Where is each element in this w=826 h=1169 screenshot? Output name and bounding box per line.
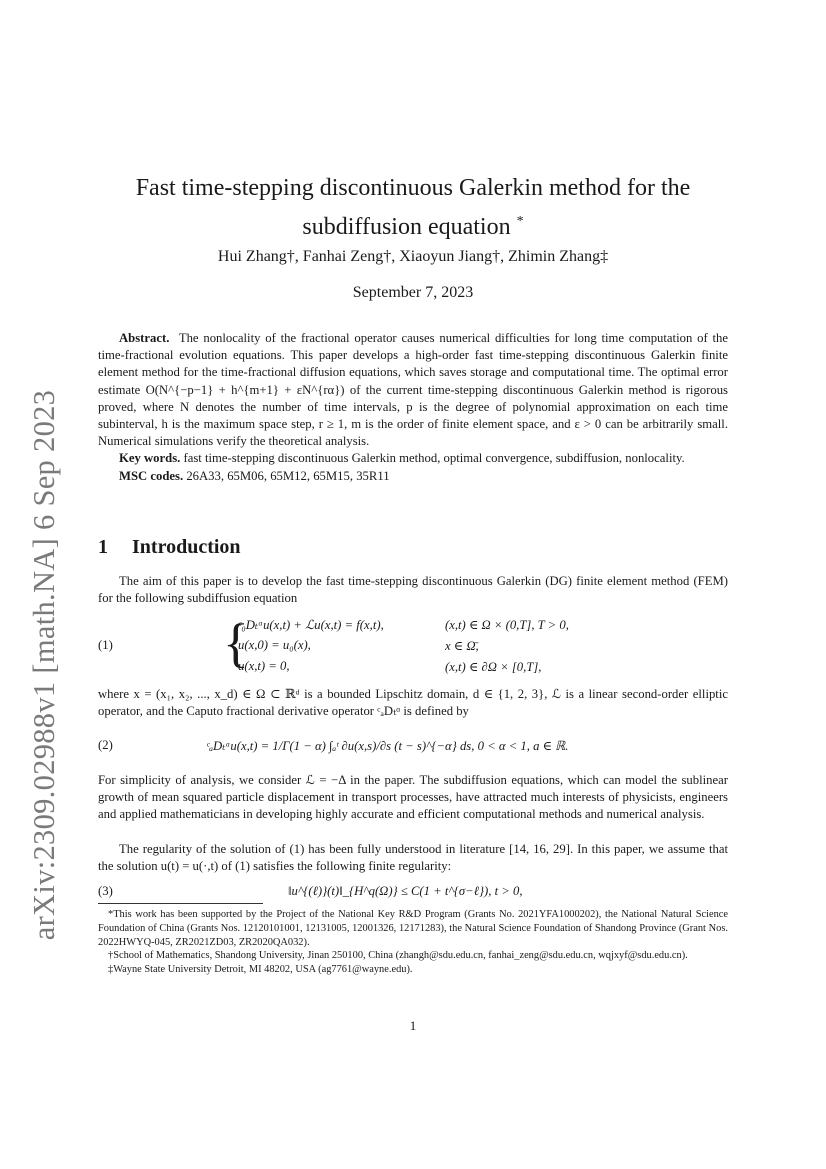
equation-2-body: ᶜₐDₜᵅu(x,t) = 1/Γ(1 − α) ∫ₐᵗ ∂u(x,s)/∂s (t − s)^{−α} ds, 0 < α < 1, a ∈ ℝ. [206, 739, 569, 753]
title-footnote-mark: * [516, 214, 524, 229]
equation-3-body: ‖u^{(ℓ)}(t)‖_{H^q(Ω)} ≤ C(1 + t^{σ−ℓ}), t > 0, [288, 884, 523, 898]
equation-3-label: (3) [98, 884, 113, 898]
arxiv-sidebar-stamp: arXiv:2309.02988v1 [math.NA] 6 Sep 2023 [27, 389, 61, 941]
page-number: 1 [409, 1018, 417, 1033]
equation-1-line-3-rhs: (x,t) ∈ ∂Ω × [0,T], [445, 660, 542, 674]
footnote-funding: *This work has been supported by the Project of the National Key R&D Program (Grants No. 2021YFA1000202), the National Natural Science Foundation of China (Grants Nos. 12120101001, 12131005, 12001326, 12171283), the Natural Science Foundation of Shandong Province (Grant Nos. 2022HWYQ-045, ZR2021ZD03, ZR2020QA032). [98, 909, 728, 948]
equation-1-line-3-lhs: u(x,t) = 0, [238, 659, 290, 673]
equation-1-brace: { [223, 613, 249, 673]
footnote-rule [98, 903, 263, 904]
section-title: Introduction [132, 536, 241, 558]
equation-1 [98, 613, 728, 676]
equation-3 [98, 884, 728, 902]
publication-date: September 7, 2023 [352, 284, 474, 301]
msc-label: MSC codes. [119, 468, 184, 483]
msc-codes: 26A33, 65M06, 65M12, 65M15, 35R11 [186, 468, 390, 483]
abstract-label: Abstract. [119, 331, 170, 345]
keywords-text: fast time-stepping discontinuous Galerkin method, optimal convergence, subdiffusion, nonlocality. [183, 451, 685, 466]
intro-paragraph-1: The aim of this paper is to develop the fast time-stepping discontinuous Galerkin (DG) finite element method (FEM) for the following subdiffusion equation [98, 574, 728, 606]
equation-1-line-1-lhs: ᶜ₀Dₜᵅu(x,t) + ℒu(x,t) = f(x,t), [238, 618, 384, 632]
intro-paragraph-4: The regularity of the solution of (1) has been fully understood in literature [14, 16, 29]. In this paper, we assume that the solution u(t) = u(·,t) of (1) satisfies the following finite regularity: [98, 842, 728, 874]
keywords-label: Key words. [119, 451, 181, 466]
section-heading [98, 536, 241, 559]
title-line-2: subdiffusion equation [302, 214, 511, 240]
paper-title [100, 172, 726, 244]
equation-2 [98, 738, 728, 762]
section-number: 1 [98, 536, 108, 558]
footnotes [98, 908, 728, 977]
author-list: Hui Zhang†, Fanhai Zeng†, Xiaoyun Jiang†, Zhimin Zhang‡ [217, 248, 609, 265]
title-line-1: Fast time-stepping discontinuous Galerkin method for the [135, 175, 691, 201]
equation-1-line-2-rhs: x ∈ Ω̄, [445, 639, 479, 653]
footnote-wayne-affiliation: ‡Wayne State University Detroit, MI 48202, USA (ag7761@wayne.edu). [108, 964, 413, 976]
footnote-sdu-affiliation: †School of Mathematics, Shandong University, Jinan 250100, China (zhangh@sdu.edu.cn, fanhai_zeng@sdu.edu.cn, wqjxyf@sdu.edu.cn). [108, 950, 688, 962]
abstract-text: The nonlocality of the fractional operator causes numerical difficulties for long time computation of the time-fractional evolution equations. This paper develops a high-order fast time-stepping discontinuous Galerkin finite element method for the time-fractional diffusion equations, which saves storage and computational time. The optimal error estimate O(N^{−p−1} + h^{m+1} + εN^{rα}) of the current time-stepping discontinuous Galerkin method is rigorous proved, where N denotes the number of time intervals, p is the degree of polynomial approximation on each time subinterval, h is the maximum space step, r ≥ 1, m is the order of finite element space, and ε > 0 can be arbitrarily small. Numerical simulations verify the theoretical analysis. [98, 331, 728, 449]
intro-paragraph-3: For simplicity of analysis, we consider ℒ = −Δ in the paper. The subdiffusion equations, which can model the sublinear growth of mean squared particle displacement in transport processes, have attracted much interests of physicists, engineers and applied mathematicians in developing highly accurate and efficient computational methods and numerical analysis. [98, 773, 728, 822]
abstract [98, 330, 728, 485]
equation-1-line-2-lhs: u(x,0) = u₀(x), [238, 638, 311, 652]
equation-2-label: (2) [98, 738, 113, 752]
equation-1-label: (1) [98, 638, 113, 652]
intro-paragraph-2: where x = (x₁, x₂, ..., x_d) ∈ Ω ⊂ ℝᵈ is a bounded Lipschitz domain, d ∈ {1, 2, 3}, ℒ is a linear second-order elliptic operator, and the Caputo fractional derivative operator ᶜₐDₜᵅ is defined by [98, 687, 728, 719]
equation-1-line-1-rhs: (x,t) ∈ Ω × (0,T], T > 0, [445, 618, 569, 632]
